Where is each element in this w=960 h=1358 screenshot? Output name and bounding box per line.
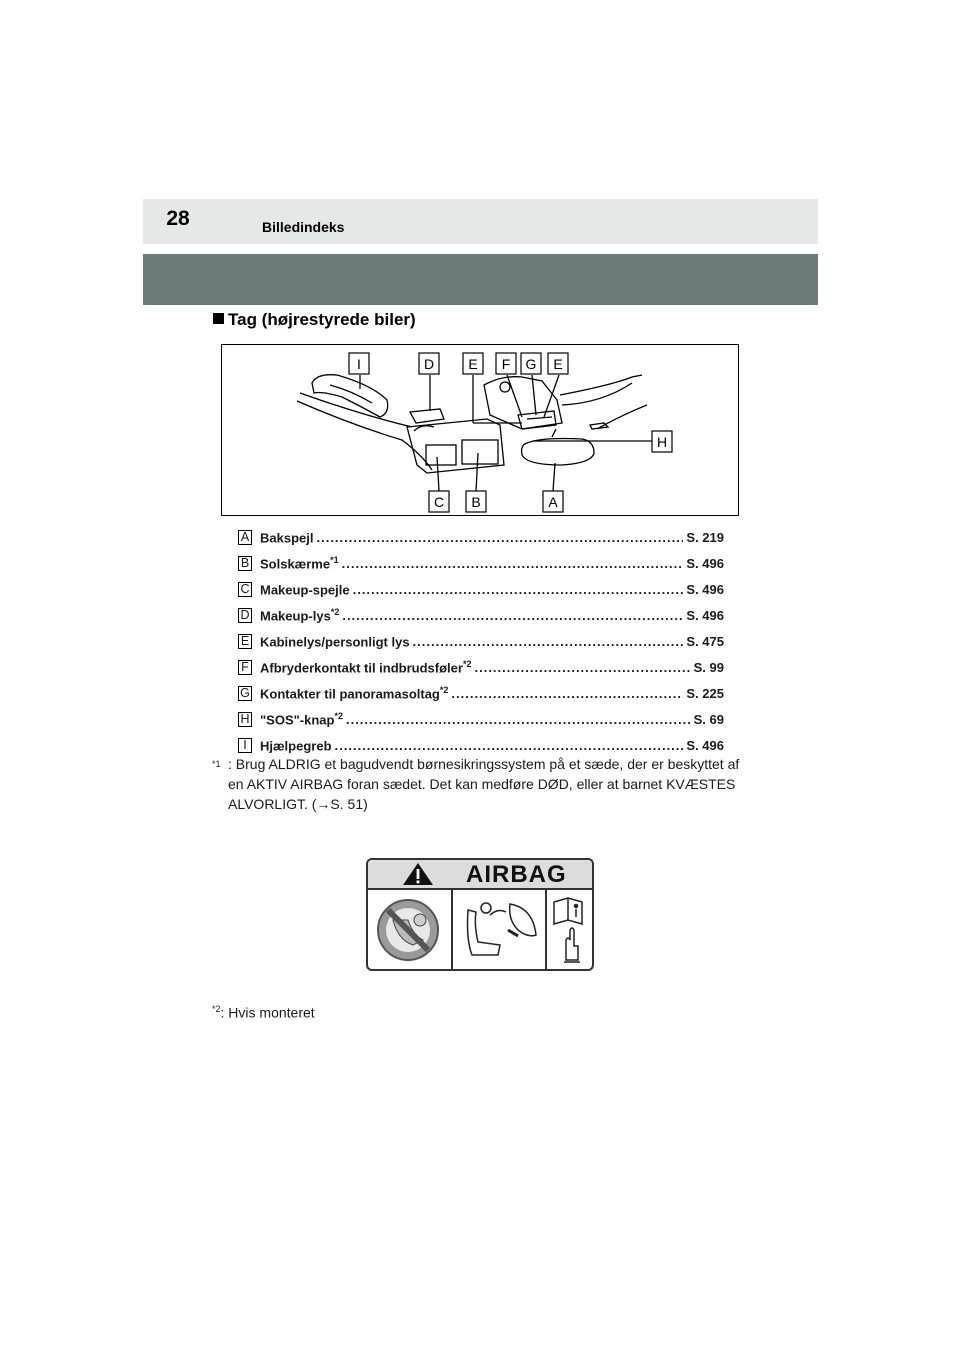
- callout-label-B: B: [471, 494, 481, 510]
- item-label: Hjælpegreb: [260, 738, 332, 754]
- pointing-hand-icon: [564, 928, 580, 962]
- rear-view-mirror-shape: [522, 439, 594, 466]
- item-ref: S. 496: [686, 607, 724, 623]
- leader-dots: [474, 660, 690, 675]
- list-item: [238, 602, 724, 628]
- item-list: [238, 524, 724, 758]
- no-rear-facing-seat-icon: [378, 900, 438, 960]
- section-title-text: Tag (højrestyrede biler): [228, 310, 416, 329]
- section-title: [213, 310, 416, 330]
- item-ref: S. 69: [693, 711, 724, 727]
- roof-illustration: [221, 344, 739, 516]
- item-label: Kabinelys/personligt lys: [260, 634, 410, 650]
- overhead-console-shape: [484, 377, 562, 429]
- item-label: Makeup-spejle: [260, 582, 350, 598]
- item-letter: I: [238, 738, 252, 753]
- square-bullet-icon: [213, 313, 224, 324]
- list-item: [238, 576, 724, 602]
- item-letter: G: [238, 686, 252, 701]
- leader-dots: [413, 634, 684, 649]
- list-item: [238, 628, 724, 654]
- item-ref: S. 496: [686, 737, 724, 753]
- vanity-light-shape: [410, 409, 444, 423]
- item-label: Bakspejl: [260, 530, 314, 546]
- footnote-2-text: : Hvis monteret: [220, 1004, 315, 1021]
- list-item: [238, 524, 724, 550]
- warning-triangle-icon: [398, 860, 438, 888]
- airbag-pictograms: [368, 890, 592, 971]
- item-label: Solskærme: [260, 556, 331, 572]
- list-item: [238, 550, 724, 576]
- callout-label-E: E: [468, 356, 478, 372]
- callout-label-A: A: [548, 494, 558, 510]
- leader-dots: [342, 608, 683, 623]
- footnote-2-mark: *2: [212, 1004, 221, 1014]
- item-ref: S. 225: [686, 685, 724, 701]
- callout-label-G: G: [525, 356, 537, 372]
- leader-dots: [353, 582, 684, 597]
- item-sup: *2: [334, 710, 343, 721]
- item-letter: H: [238, 712, 252, 727]
- item-letter: C: [238, 582, 252, 597]
- footnote-1-mark: *1: [212, 759, 221, 769]
- leader-dots: [335, 738, 684, 753]
- callout-label-D: D: [423, 356, 435, 372]
- item-sup: *1: [330, 554, 339, 565]
- airbag-seat-icon: [468, 903, 537, 955]
- item-ref: S. 496: [686, 555, 724, 571]
- callout-label-E2: E: [553, 356, 563, 372]
- item-label: "SOS"-knap: [260, 712, 335, 728]
- callout-label-H: H: [656, 434, 668, 450]
- list-item: [238, 654, 724, 680]
- vanity-mirror-shape: [426, 445, 456, 465]
- page-header: [143, 199, 818, 244]
- leader-dots: [316, 530, 683, 545]
- assist-grip-shape: [312, 375, 388, 417]
- item-label: Afbryderkontakt til indbrudsføler: [260, 660, 463, 676]
- leader-dots: [342, 556, 684, 571]
- item-letter: A: [238, 530, 252, 545]
- item-letter: F: [238, 660, 252, 675]
- manual-book-icon: [554, 898, 582, 924]
- item-ref: S. 219: [686, 529, 724, 545]
- page-number: 28: [166, 207, 190, 230]
- item-label: Makeup-lys: [260, 608, 331, 624]
- item-sup: *2: [439, 684, 449, 695]
- airbag-word: AIRBAG: [466, 861, 567, 888]
- airbag-warning-label: [366, 858, 594, 971]
- item-ref: S. 496: [686, 581, 724, 597]
- footnote-1: [212, 754, 752, 814]
- header-title: Billedindeks: [262, 219, 345, 235]
- callout-label-C: C: [433, 494, 445, 510]
- callout-label-F: F: [501, 356, 511, 372]
- item-label: Kontakter til panoramasoltag: [260, 686, 440, 702]
- item-sup: *2: [330, 606, 340, 617]
- footnote-1-text: : Brug ALDRIG et bagudvendt børnesikringssystem på et sæde, der er beskyttet af en AKTIV AIRBAG foran sædet. Det kan medføre DØD, eller at barnet KVÆSTES ALVORLIGT. (→S. 51): [228, 756, 740, 812]
- header-band: [143, 254, 818, 305]
- item-letter: D: [238, 608, 252, 623]
- airbag-label-header: [368, 860, 592, 890]
- leader-dots: [451, 686, 683, 701]
- item-ref: S. 475: [686, 633, 724, 649]
- item-letter: B: [238, 556, 252, 571]
- item-letter: E: [238, 634, 252, 649]
- list-item: [238, 680, 724, 706]
- list-item: [238, 706, 724, 732]
- footnote-2: [212, 1004, 315, 1021]
- item-sup: *2: [462, 658, 472, 669]
- item-ref: S. 99: [693, 659, 724, 675]
- leader-dots: [346, 712, 691, 727]
- roof-drawing: [222, 345, 740, 517]
- callout-label-I: I: [357, 356, 361, 372]
